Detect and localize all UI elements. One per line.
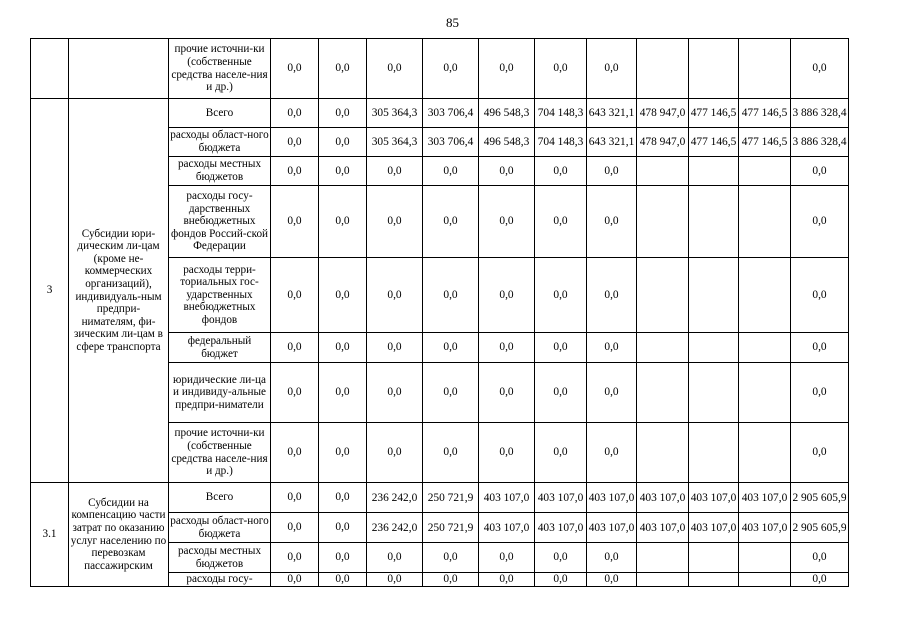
value-cell: 0,0 [587, 39, 637, 99]
value-cell: 477 146,5 [739, 99, 791, 128]
value-cell: 0,0 [423, 258, 479, 333]
value-cell: 0,0 [271, 186, 319, 258]
value-cell: 0,0 [319, 39, 367, 99]
value-cell: 403 107,0 [637, 483, 689, 513]
value-cell: 704 148,3 [535, 128, 587, 157]
value-cell [739, 157, 791, 186]
value-cell: 0,0 [535, 258, 587, 333]
value-cell: 0,0 [535, 157, 587, 186]
value-cell: 643 321,1 [587, 99, 637, 128]
value-cell: 477 146,5 [689, 99, 739, 128]
value-cell: 0,0 [367, 39, 423, 99]
value-cell: 403 107,0 [479, 513, 535, 543]
value-cell: 0,0 [479, 186, 535, 258]
funding-source: расходы терри-ториальных гос-ударственных внебюджетных фондов [169, 258, 271, 333]
value-cell [689, 333, 739, 363]
value-cell: 0,0 [319, 513, 367, 543]
value-cell: 0,0 [479, 363, 535, 423]
value-cell: 0,0 [479, 39, 535, 99]
value-cell: 3 886 328,4 [791, 128, 849, 157]
value-cell: 0,0 [367, 573, 423, 587]
value-cell: 0,0 [535, 543, 587, 573]
value-cell: 0,0 [479, 333, 535, 363]
value-cell: 0,0 [271, 513, 319, 543]
funding-source: расходы госу- [169, 573, 271, 587]
value-cell: 0,0 [479, 157, 535, 186]
value-cell: 0,0 [587, 157, 637, 186]
value-cell: 0,0 [423, 39, 479, 99]
value-cell: 0,0 [367, 258, 423, 333]
value-cell: 2 905 605,9 [791, 513, 849, 543]
funding-source: федеральный бюджет [169, 333, 271, 363]
value-cell [689, 543, 739, 573]
value-cell: 0,0 [319, 363, 367, 423]
value-cell: 0,0 [319, 258, 367, 333]
value-cell: 0,0 [791, 333, 849, 363]
value-cell [739, 258, 791, 333]
value-cell [739, 423, 791, 483]
table-row [31, 39, 849, 99]
value-cell [637, 157, 689, 186]
budget-table [30, 38, 849, 587]
funding-source: Всего [169, 483, 271, 513]
value-cell: 496 548,3 [479, 128, 535, 157]
funding-source: расходы област-ного бюджета [169, 513, 271, 543]
page-number: 85 [446, 15, 459, 30]
value-cell: 0,0 [271, 128, 319, 157]
value-cell: 0,0 [535, 186, 587, 258]
value-cell: 0,0 [271, 363, 319, 423]
value-cell: 0,0 [791, 423, 849, 483]
value-cell [739, 573, 791, 587]
value-cell: 303 706,4 [423, 128, 479, 157]
value-cell: 0,0 [271, 333, 319, 363]
value-cell: 643 321,1 [587, 128, 637, 157]
value-cell [637, 573, 689, 587]
row-number: 3.1 [31, 483, 69, 587]
value-cell: 0,0 [535, 333, 587, 363]
value-cell: 403 107,0 [535, 483, 587, 513]
value-cell [689, 573, 739, 587]
value-cell [739, 543, 791, 573]
value-cell [689, 186, 739, 258]
value-cell: 3 886 328,4 [791, 99, 849, 128]
value-cell: 0,0 [319, 573, 367, 587]
value-cell: 0,0 [791, 543, 849, 573]
value-cell: 0,0 [423, 543, 479, 573]
value-cell: 0,0 [587, 333, 637, 363]
value-cell: 0,0 [479, 258, 535, 333]
value-cell: 305 364,3 [367, 128, 423, 157]
measure-name [69, 39, 169, 99]
value-cell: 0,0 [271, 157, 319, 186]
value-cell: 236 242,0 [367, 483, 423, 513]
value-cell [689, 157, 739, 186]
value-cell [739, 333, 791, 363]
value-cell: 250 721,9 [423, 513, 479, 543]
value-cell: 250 721,9 [423, 483, 479, 513]
value-cell [637, 543, 689, 573]
value-cell: 305 364,3 [367, 99, 423, 128]
funding-source: прочие источни-ки (собственные средства населе-ния и др.) [169, 423, 271, 483]
value-cell: 477 146,5 [689, 128, 739, 157]
value-cell: 0,0 [319, 483, 367, 513]
value-cell: 0,0 [587, 423, 637, 483]
value-cell: 496 548,3 [479, 99, 535, 128]
value-cell: 0,0 [367, 186, 423, 258]
value-cell: 0,0 [271, 99, 319, 128]
measure-name: Субсидии на компенсацию части затрат по оказанию услуг населению по перевозкам пассажирским [69, 483, 169, 587]
value-cell: 0,0 [423, 157, 479, 186]
funding-source: Всего [169, 99, 271, 128]
value-cell: 403 107,0 [587, 483, 637, 513]
value-cell [739, 186, 791, 258]
value-cell [739, 39, 791, 99]
value-cell: 403 107,0 [587, 513, 637, 543]
table-row [31, 99, 849, 128]
measure-name: Субсидии юри-дическим ли-цам (кроме не-коммерческих организаций), индивидуаль-ным предпри-нимателям, фи-зическим ли-цам в сфере транспорта [69, 99, 169, 483]
value-cell: 403 107,0 [739, 483, 791, 513]
value-cell: 0,0 [791, 186, 849, 258]
funding-source: расходы местных бюджетов [169, 157, 271, 186]
value-cell: 0,0 [367, 543, 423, 573]
value-cell: 0,0 [535, 573, 587, 587]
value-cell: 403 107,0 [535, 513, 587, 543]
value-cell: 0,0 [367, 423, 423, 483]
value-cell: 0,0 [587, 573, 637, 587]
value-cell: 0,0 [319, 157, 367, 186]
value-cell: 0,0 [587, 543, 637, 573]
value-cell: 0,0 [423, 333, 479, 363]
value-cell: 0,0 [423, 423, 479, 483]
value-cell [689, 39, 739, 99]
value-cell [637, 333, 689, 363]
value-cell: 0,0 [791, 157, 849, 186]
value-cell: 0,0 [791, 363, 849, 423]
value-cell: 0,0 [271, 258, 319, 333]
value-cell: 0,0 [271, 39, 319, 99]
value-cell: 0,0 [423, 186, 479, 258]
value-cell [637, 186, 689, 258]
value-cell: 0,0 [791, 39, 849, 99]
value-cell: 0,0 [367, 157, 423, 186]
value-cell: 0,0 [271, 543, 319, 573]
value-cell: 0,0 [319, 423, 367, 483]
value-cell: 0,0 [479, 573, 535, 587]
value-cell: 0,0 [587, 258, 637, 333]
value-cell: 0,0 [423, 363, 479, 423]
value-cell: 0,0 [791, 258, 849, 333]
value-cell: 403 107,0 [689, 483, 739, 513]
value-cell: 0,0 [271, 423, 319, 483]
row-number [31, 39, 69, 99]
value-cell [689, 423, 739, 483]
value-cell: 2 905 605,9 [791, 483, 849, 513]
value-cell: 478 947,0 [637, 128, 689, 157]
value-cell: 403 107,0 [689, 513, 739, 543]
table-row [31, 483, 849, 513]
value-cell [637, 423, 689, 483]
value-cell: 236 242,0 [367, 513, 423, 543]
value-cell: 0,0 [319, 333, 367, 363]
value-cell: 403 107,0 [739, 513, 791, 543]
value-cell: 0,0 [791, 573, 849, 587]
value-cell: 0,0 [271, 573, 319, 587]
value-cell: 0,0 [479, 423, 535, 483]
value-cell [637, 39, 689, 99]
value-cell [689, 258, 739, 333]
value-cell: 0,0 [535, 423, 587, 483]
value-cell [637, 363, 689, 423]
value-cell: 478 947,0 [637, 99, 689, 128]
value-cell: 0,0 [367, 363, 423, 423]
value-cell: 0,0 [367, 333, 423, 363]
value-cell: 0,0 [271, 483, 319, 513]
value-cell: 403 107,0 [637, 513, 689, 543]
value-cell: 0,0 [587, 363, 637, 423]
value-cell: 0,0 [423, 573, 479, 587]
value-cell: 0,0 [535, 363, 587, 423]
funding-source: расходы област-ного бюджета [169, 128, 271, 157]
funding-source: прочие источни-ки (собственные средства населе-ния и др.) [169, 39, 271, 99]
value-cell: 0,0 [319, 186, 367, 258]
value-cell: 0,0 [319, 128, 367, 157]
funding-source: расходы местных бюджетов [169, 543, 271, 573]
value-cell: 704 148,3 [535, 99, 587, 128]
value-cell: 403 107,0 [479, 483, 535, 513]
value-cell: 0,0 [535, 39, 587, 99]
value-cell: 477 146,5 [739, 128, 791, 157]
value-cell [689, 363, 739, 423]
row-number: 3 [31, 99, 69, 483]
value-cell: 0,0 [319, 543, 367, 573]
value-cell: 303 706,4 [423, 99, 479, 128]
value-cell: 0,0 [479, 543, 535, 573]
value-cell [637, 258, 689, 333]
funding-source: расходы госу-дарственных внебюджетных фондов Россий-ской Федерации [169, 186, 271, 258]
value-cell [739, 363, 791, 423]
value-cell: 0,0 [319, 99, 367, 128]
funding-source: юридические ли-ца и индивиду-альные предпри-ниматели [169, 363, 271, 423]
value-cell: 0,0 [587, 186, 637, 258]
